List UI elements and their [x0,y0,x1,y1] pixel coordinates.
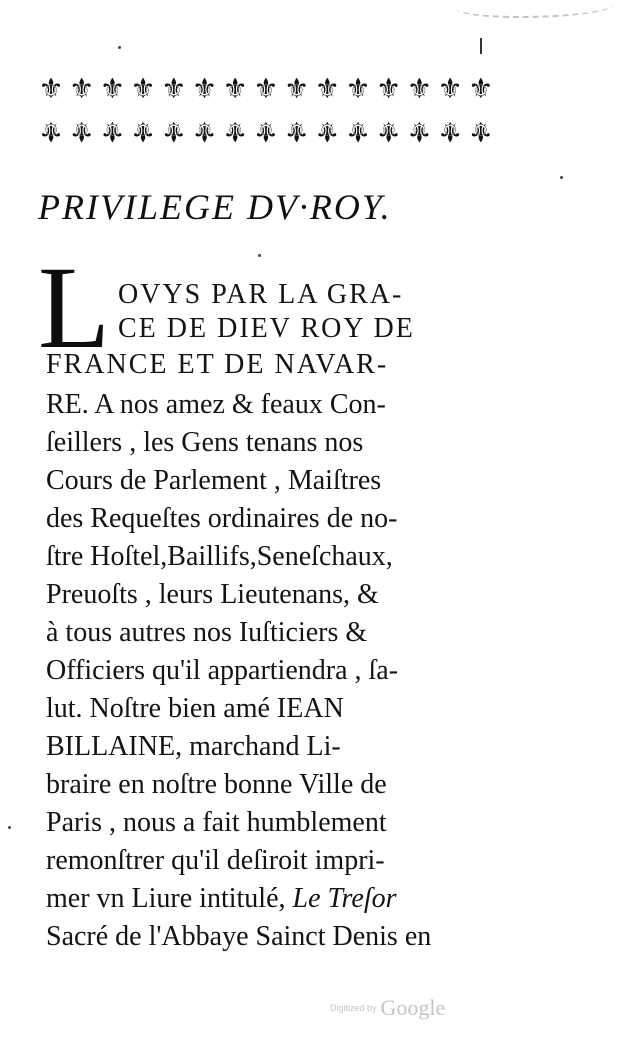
fleur-de-lis-icon: ⚜ [222,115,248,146]
fleur-de-lis-icon: ⚜ [437,115,463,146]
ornament-row-bottom [36,114,496,146]
fleur-de-lis-icon: ⚜ [130,115,156,146]
fleur-de-lis-icon: ⚜ [406,115,432,146]
text-line: Paris , nous a fait humblement [46,807,387,838]
book-title-italic: Le Treſor [292,883,397,914]
ink-mark [480,38,482,54]
fleur-de-lis-icon: ⚜ [38,74,64,105]
book-title-line: Sacré de l'Abbaye Sainct Denis en [46,921,432,952]
text-line: FRANCE ET DE NAVAR- [46,349,389,380]
fleur-de-lis-icon: ⚜ [99,115,125,146]
fleur-de-lis-icon: ⚜ [468,74,494,105]
fleur-de-lis-icon: ⚜ [161,115,187,146]
text-line: remonſtrer qu'il deſiroit impri- [46,845,385,876]
fleur-de-lis-icon: ⚜ [38,115,64,146]
fleur-de-lis-icon: ⚜ [314,74,340,105]
fleur-de-lis-icon: ⚜ [468,115,494,146]
text-line: des Requeſtes ordinaires de no- [46,503,398,534]
drop-cap: L [38,242,111,373]
text-line: à tous autres nos Iuſticiers & [46,617,368,648]
text-line-start: mer vn Liure intitulé, [46,883,293,914]
ornament-row-top [36,74,496,106]
ink-speck [118,46,121,49]
fleur-de-lis-icon: ⚜ [191,74,218,105]
text-line: OVYS PAR LA GRA- [118,279,404,310]
fleur-de-lis-icon: ⚜ [69,115,95,146]
text-line: ſtre Hoſtel,Baillifs,Seneſchaux, [46,541,393,572]
text-line: braire en noſtre bonne Ville de [46,769,387,800]
ink-speck [560,176,563,179]
digitized-by-label: Digitized by [330,1003,377,1013]
fleur-de-lis-icon: ⚜ [376,74,402,105]
google-logo: Google [380,995,446,1020]
text-line: Cours de Parlement , Maiſtres [46,465,382,496]
fleur-de-lis-icon: ⚜ [284,74,310,105]
fleur-de-lis-icon: ⚜ [191,115,218,146]
text-line: Preuoſts , leurs Lieutenans, & [46,579,379,610]
fleur-de-lis-icon: ⚜ [69,74,95,105]
text-line: lut. Noſtre bien amé IEAN [46,693,344,724]
fleur-de-lis-icon: ⚜ [222,74,248,105]
text-line: ſeillers , les Gens tenans nos [46,427,364,458]
text-line: CE DE DIEV ROY DE [118,313,415,344]
text-line: RE. A nos amez & feaux Con- [46,389,386,420]
fleur-de-lis-icon: ⚜ [376,115,402,146]
fleur-de-lis-icon: ⚜ [406,74,432,105]
fleur-de-lis-icon: ⚜ [253,74,279,105]
fleur-de-lis-icon: ⚜ [130,74,156,105]
text-line: Officiers qu'il appartiendra , ſa- [46,655,399,686]
fleur-de-lis-ornament [36,74,496,154]
fleur-de-lis-icon: ⚜ [314,115,340,146]
page-heading: PRIVILEGE DV·ROY. [38,187,392,227]
page-smudge [455,0,615,18]
ink-speck [258,254,261,257]
fleur-de-lis-icon: ⚜ [437,74,463,105]
fleur-de-lis-icon: ⚜ [345,115,371,146]
fleur-de-lis-icon: ⚜ [161,74,187,105]
fleur-de-lis-icon: ⚜ [99,74,125,105]
text-line-with-title [46,882,397,916]
fleur-de-lis-icon: ⚜ [345,74,371,105]
text-line: BILLAINE, marchand Li- [46,731,341,762]
digitized-by-google-watermark [330,995,445,1021]
fleur-de-lis-icon: ⚜ [284,115,310,146]
ink-speck [8,826,11,829]
fleur-de-lis-icon: ⚜ [253,115,279,146]
